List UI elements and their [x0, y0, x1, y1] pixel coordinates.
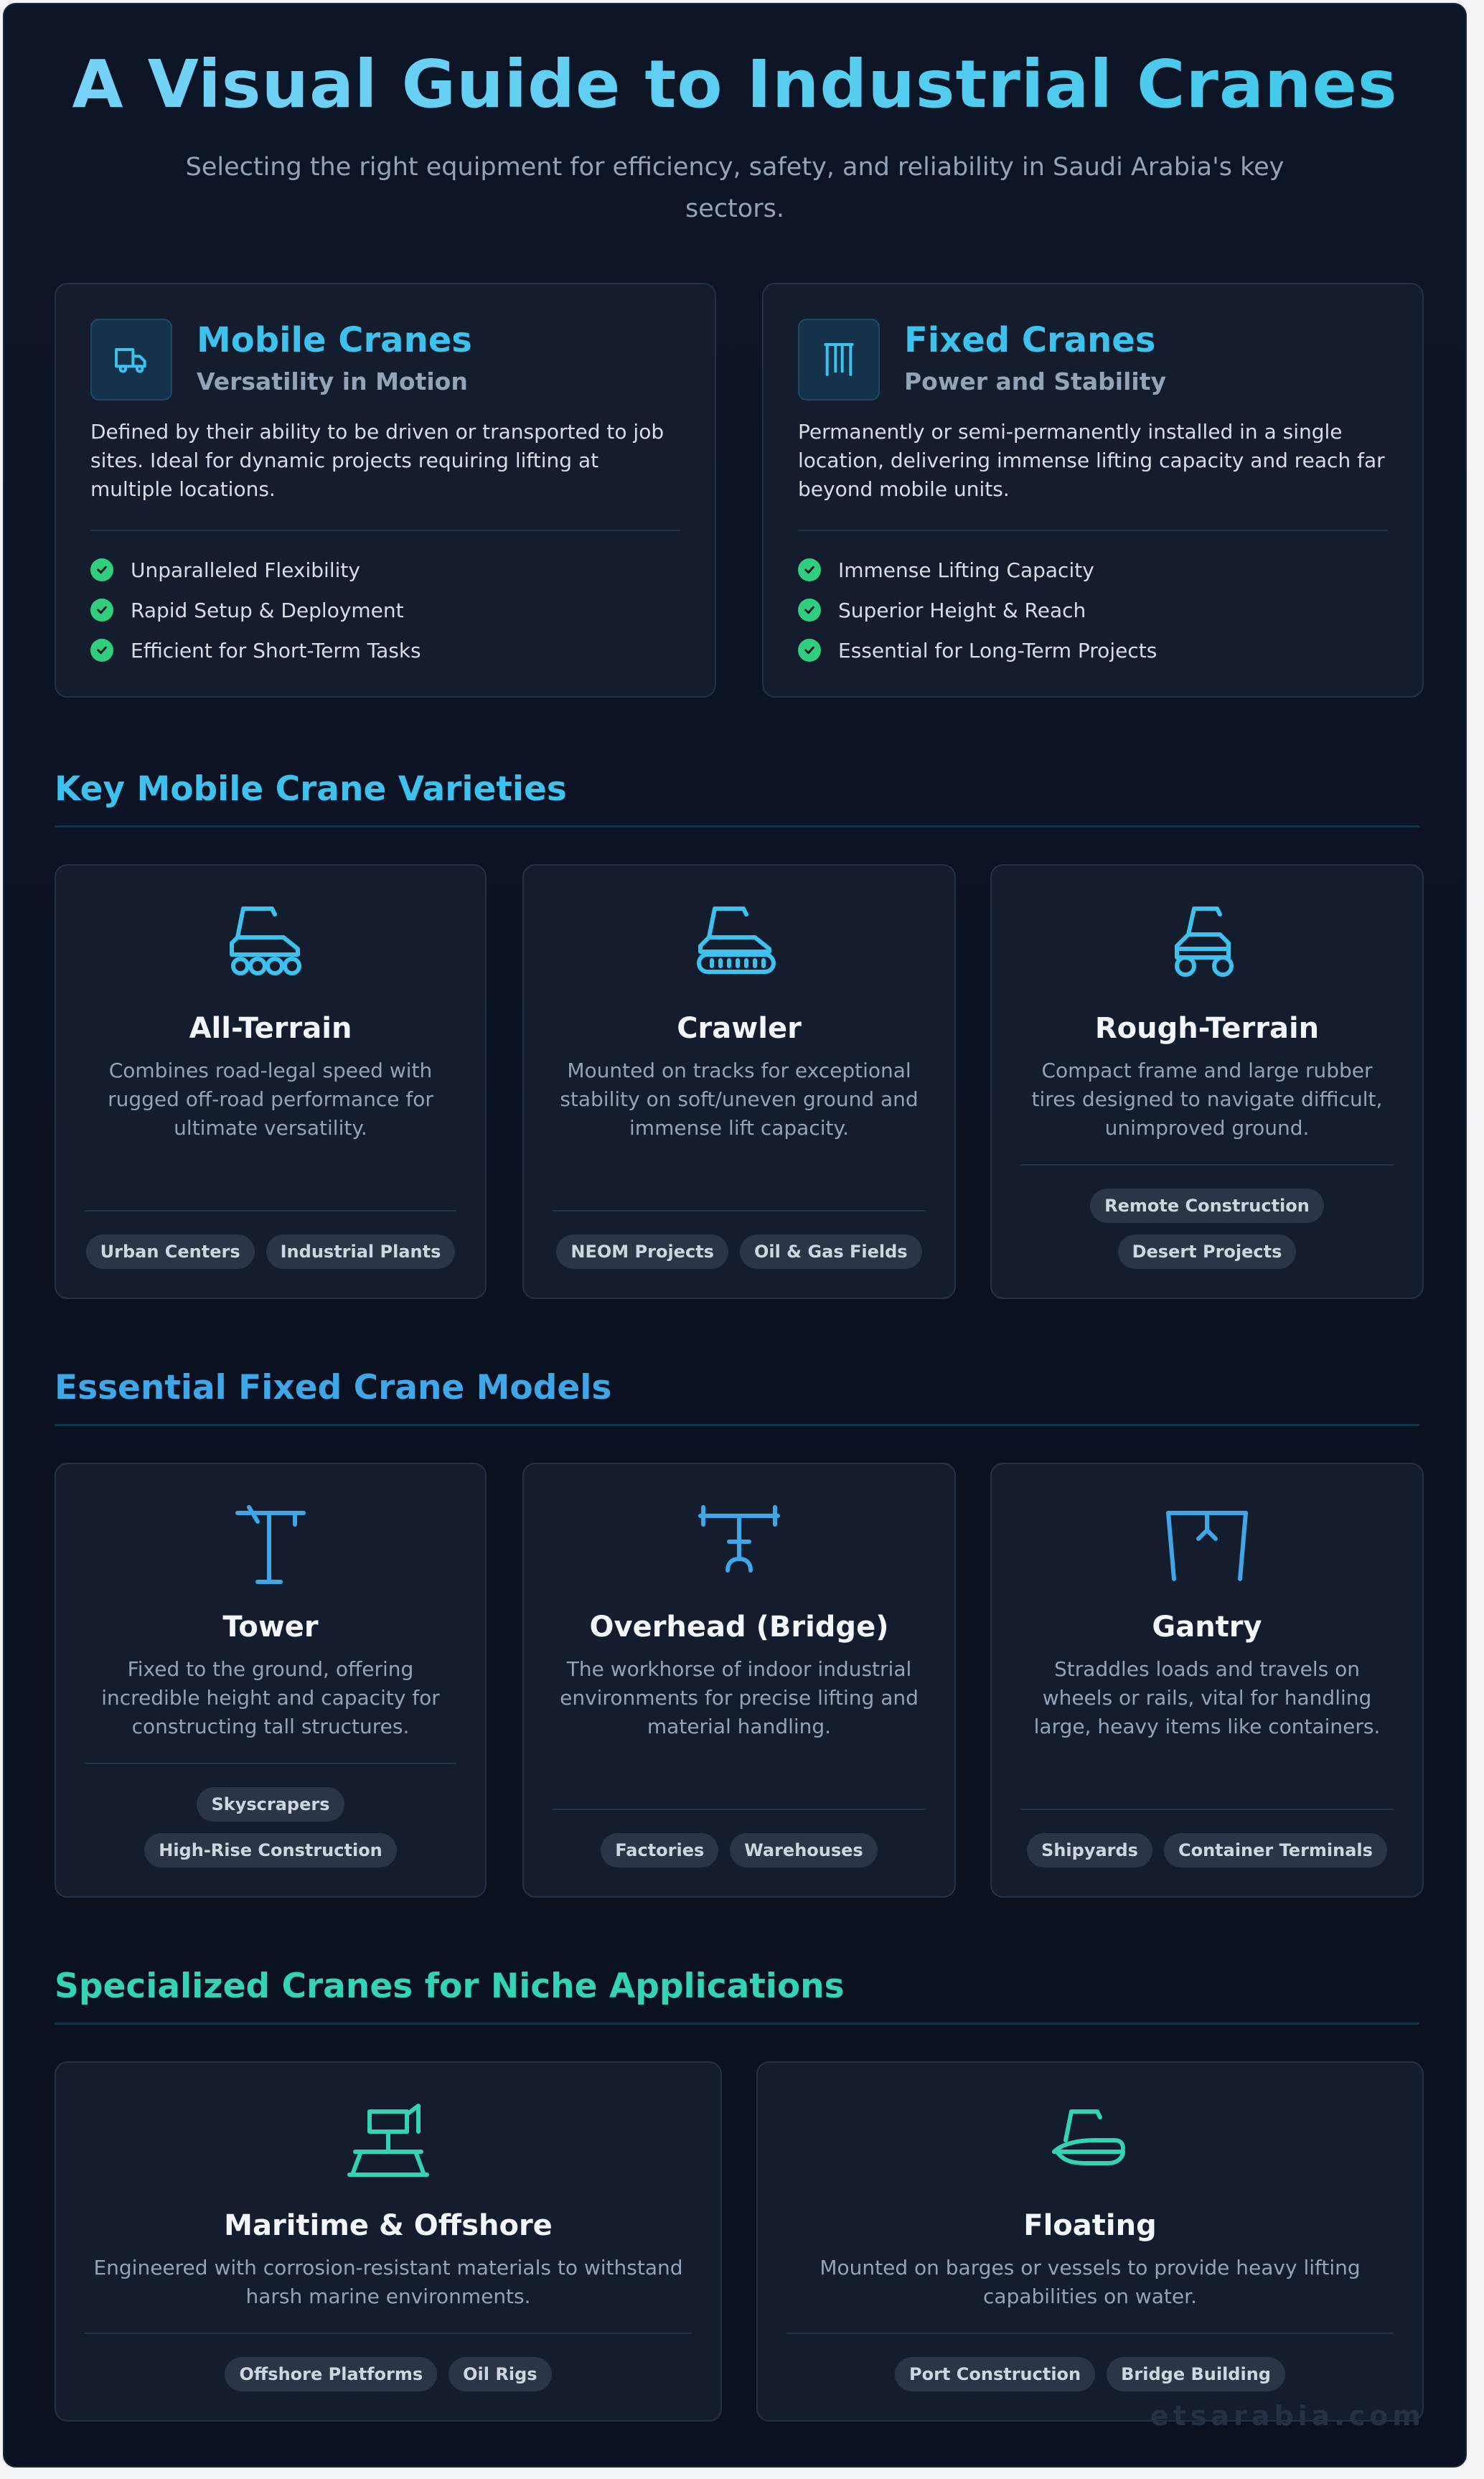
- card-title: Crawler: [677, 1012, 802, 1045]
- card-title: All-Terrain: [189, 1012, 352, 1045]
- check-icon: [798, 639, 821, 662]
- specialized-heading: Specialized Cranes for Niche Applications: [55, 1967, 845, 2006]
- fixed-frame-icon: [798, 319, 880, 400]
- tag: Warehouses: [730, 1833, 877, 1868]
- tag-list: [135, 1787, 406, 1868]
- tag: Container Terminals: [1164, 1833, 1387, 1868]
- card-description: Fixed to the ground, offering incredible height and capacity for constructing tall structures.: [101, 1657, 440, 1738]
- card-title: Maritime & Offshore: [224, 2209, 553, 2242]
- mobile-cranes-description: Defined by their ability to be driven or transported to job sites. Ideal for dynamic projects requiring lifting at multiple locations.: [90, 420, 664, 501]
- mobile-cranes-overview-card: [55, 283, 716, 698]
- tag: NEOM Projects: [556, 1234, 728, 1269]
- check-icon: [798, 599, 821, 622]
- fixed-cranes-overview-card: [762, 283, 1424, 698]
- tag: High-Rise Construction: [144, 1833, 397, 1868]
- crawler-card: [522, 864, 956, 1299]
- card-description: Compact frame and large rubber tires designed to navigate difficult, unimproved ground.: [1031, 1059, 1383, 1140]
- all-terrain-card: [55, 864, 487, 1299]
- tag-list: [1006, 1833, 1408, 1868]
- tag: Desert Projects: [1118, 1234, 1297, 1269]
- fixed-models-heading: Essential Fixed Crane Models: [55, 1368, 612, 1407]
- card-title: Overhead (Bridge): [589, 1611, 889, 1644]
- card-title: Gantry: [1152, 1611, 1262, 1644]
- divider: [553, 1210, 926, 1212]
- fixed-cranes-title: Fixed Cranes: [904, 320, 1156, 360]
- overhead-card: [522, 1463, 956, 1898]
- tag: Oil Rigs: [449, 2357, 551, 2391]
- tag: Shipyards: [1027, 1833, 1152, 1868]
- tag-list: [1078, 1189, 1336, 1269]
- check-icon: [90, 558, 113, 581]
- fixed-cranes-subtitle: Power and Stability: [904, 367, 1167, 395]
- tag-list: [772, 2357, 1408, 2391]
- benefit-label: Immense Lifting Capacity: [838, 558, 1094, 582]
- card-description: The workhorse of indoor industrial environments for precise lifting and material handling.: [560, 1657, 919, 1738]
- rough-terrain-card: [990, 864, 1424, 1299]
- divider: [85, 2333, 692, 2334]
- check-icon: [90, 639, 113, 662]
- tag: Urban Centers: [86, 1234, 255, 1269]
- tag-list: [538, 1833, 940, 1868]
- tag: Skyscrapers: [197, 1787, 344, 1822]
- benefit-label: Superior Height & Reach: [838, 598, 1086, 622]
- benefit-label: Unparalleled Flexibility: [131, 558, 360, 582]
- page-subtitle: Selecting the right equipment for efficiency, safety, and reliability in Saudi Arabia's key sectors.: [185, 153, 1285, 223]
- tag: Offshore Platforms: [225, 2357, 437, 2391]
- floating-crane-icon: [758, 2100, 1422, 2186]
- fixed-benefits-list: [798, 550, 1157, 670]
- tag-list: [538, 1234, 940, 1269]
- list-item: [798, 630, 1157, 670]
- divider: [553, 1809, 926, 1810]
- section-divider: [55, 825, 1419, 828]
- divider: [85, 1763, 456, 1764]
- mobile-benefits-list: [90, 550, 421, 670]
- list-item: [90, 630, 421, 670]
- check-icon: [798, 558, 821, 581]
- tag: Bridge Building: [1107, 2357, 1285, 2391]
- tag: Port Construction: [895, 2357, 1095, 2391]
- list-item: [90, 550, 421, 590]
- rough-terrain-crane-icon: [992, 903, 1422, 989]
- infographic-page: [3, 3, 1467, 2468]
- card-description: Combines road-legal speed with rugged off-road performance for ultimate versatility.: [108, 1059, 433, 1140]
- floating-card: [756, 2061, 1424, 2422]
- divider: [90, 530, 680, 531]
- list-item: [798, 590, 1157, 630]
- list-item: [798, 550, 1157, 590]
- mobile-cranes-title: Mobile Cranes: [197, 320, 472, 360]
- tower-card: [55, 1463, 487, 1898]
- mobile-varieties-heading: Key Mobile Crane Varieties: [55, 769, 567, 809]
- card-title: Tower: [222, 1611, 319, 1644]
- mobile-cranes-subtitle: Versatility in Motion: [197, 367, 468, 395]
- section-divider: [55, 2023, 1419, 2025]
- card-description: Engineered with corrosion-resistant materials to withstand harsh marine environments.: [93, 2256, 683, 2308]
- maritime-card: [55, 2061, 722, 2422]
- divider: [1020, 1809, 1394, 1810]
- card-title: Floating: [1023, 2209, 1157, 2242]
- check-icon: [90, 599, 113, 622]
- tag: Factories: [601, 1833, 718, 1868]
- page-title: A Visual Guide to Industrial Cranes: [4, 46, 1465, 123]
- divider: [85, 1210, 456, 1212]
- tag-list: [70, 2357, 706, 2391]
- benefit-label: Efficient for Short-Term Tasks: [131, 638, 421, 662]
- benefit-label: Rapid Setup & Deployment: [131, 598, 404, 622]
- list-item: [90, 590, 421, 630]
- gantry-card: [990, 1463, 1424, 1898]
- card-description: Mounted on tracks for exceptional stability on soft/uneven ground and immense lift capacity.: [560, 1059, 919, 1140]
- tag: Industrial Plants: [266, 1234, 456, 1269]
- tower-crane-icon: [56, 1501, 485, 1588]
- tag: Remote Construction: [1090, 1189, 1324, 1223]
- divider: [1020, 1164, 1394, 1166]
- maritime-crane-icon: [56, 2100, 720, 2186]
- section-divider: [55, 1424, 1419, 1426]
- truck-icon: [90, 319, 172, 400]
- tag-list: [70, 1234, 471, 1269]
- fixed-cranes-description: Permanently or semi-permanently installed in a single location, delivering immense lifting capacity and reach far beyond mobile units.: [798, 420, 1385, 501]
- card-description: Mounted on barges or vessels to provide heavy lifting capabilities on water.: [820, 2256, 1361, 2308]
- card-description: Straddles loads and travels on wheels or rails, vital for handling large, heavy items like containers.: [1033, 1657, 1381, 1738]
- overhead-crane-icon: [524, 1501, 954, 1588]
- card-title: Rough-Terrain: [1094, 1012, 1320, 1045]
- all-terrain-crane-icon: [56, 903, 485, 989]
- watermark: etsarabia.com: [1150, 2400, 1425, 2432]
- crawler-crane-icon: [524, 903, 954, 989]
- tag: Oil & Gas Fields: [740, 1234, 922, 1269]
- divider: [786, 2333, 1394, 2334]
- gantry-crane-icon: [992, 1501, 1422, 1588]
- divider: [798, 530, 1388, 531]
- benefit-label: Essential for Long-Term Projects: [838, 638, 1157, 662]
